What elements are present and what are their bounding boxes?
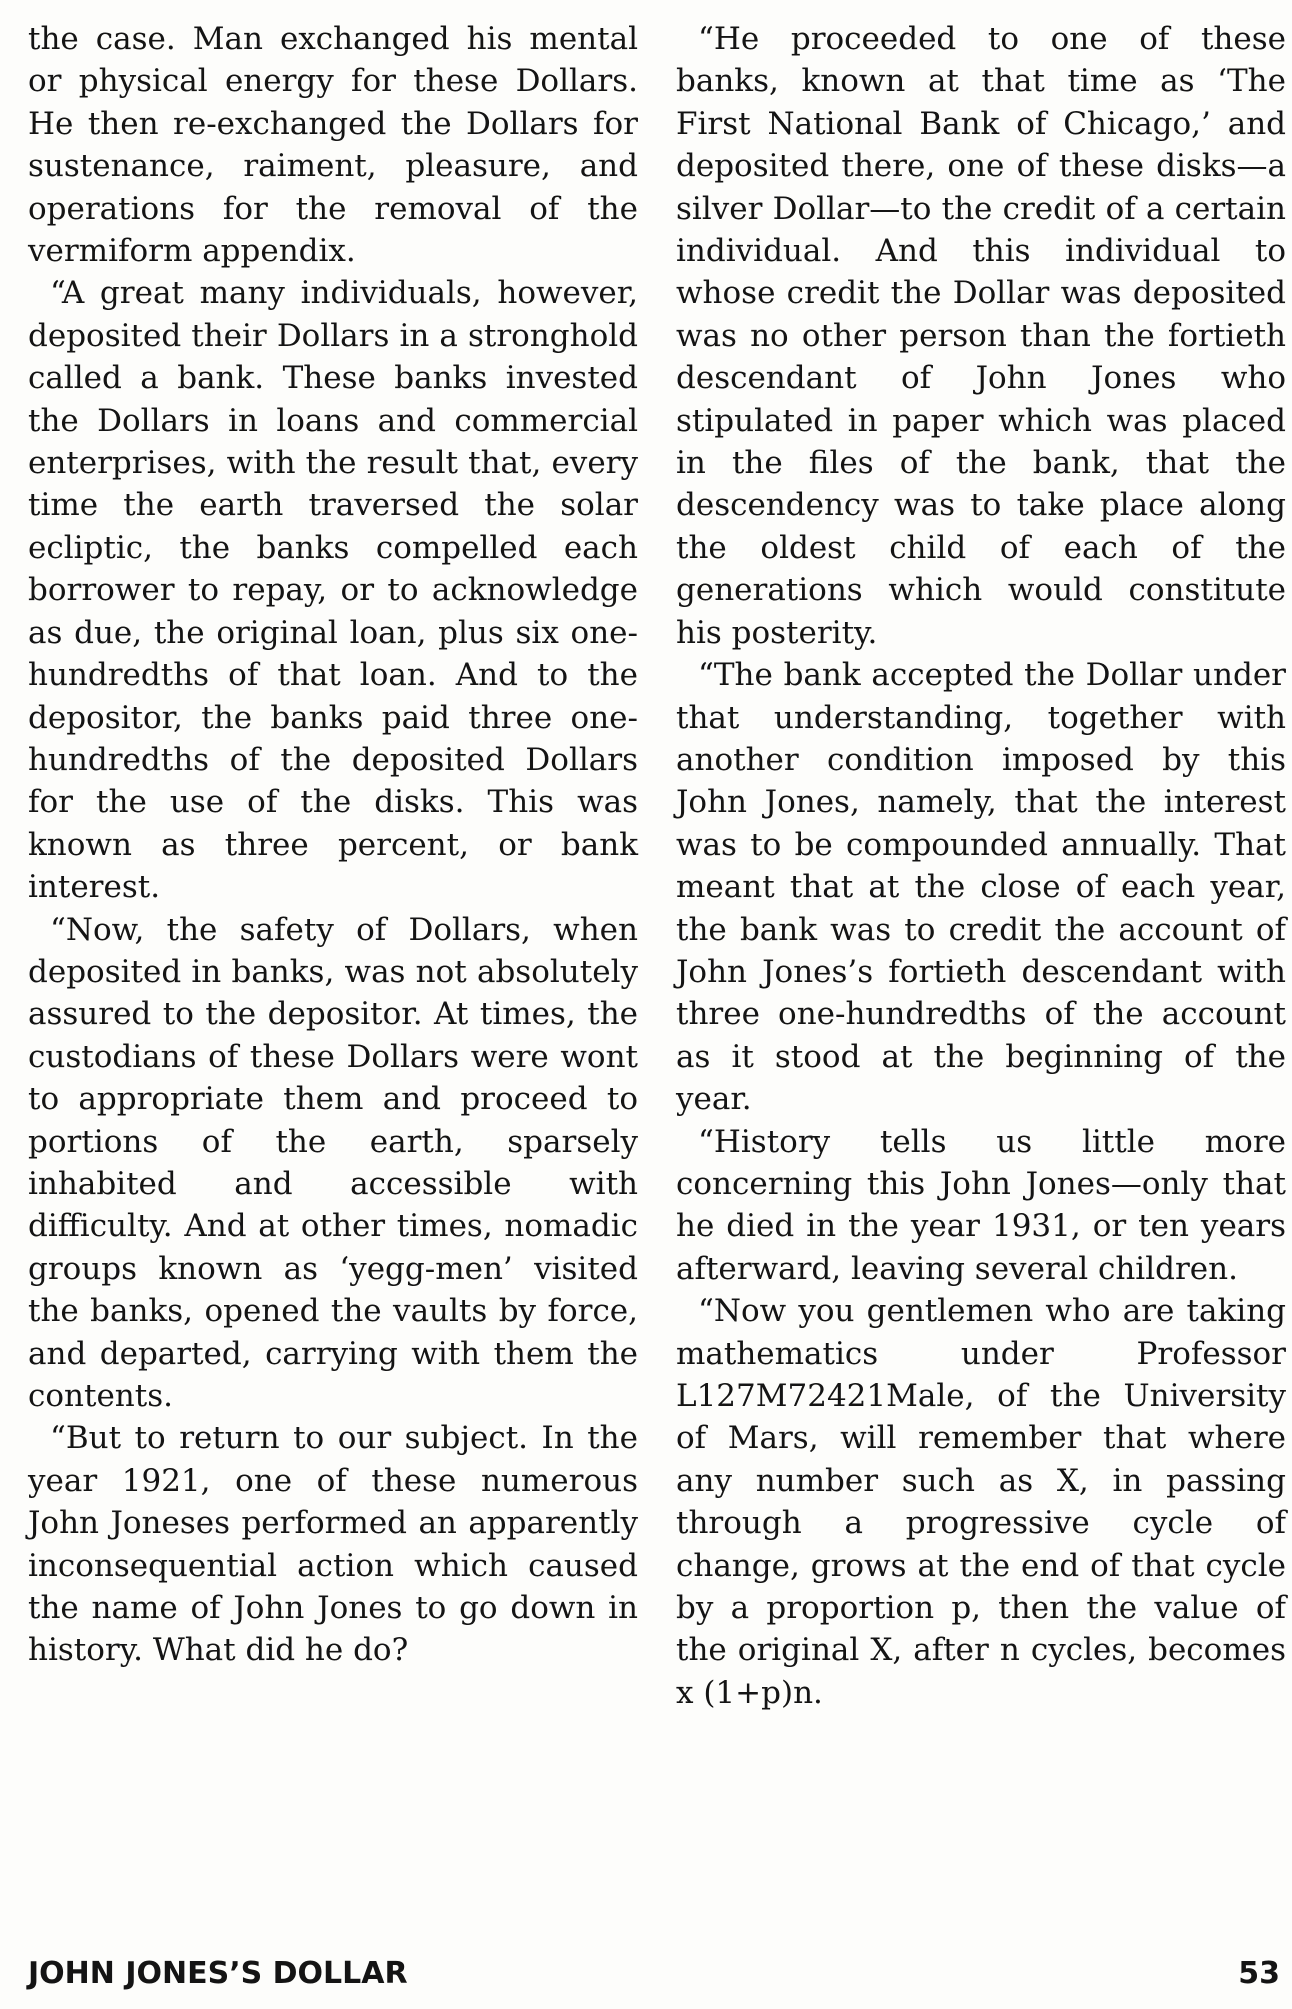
paragraph: “The bank accepted the Dollar under that understanding, together with another condition imposed by this John Jones, namely, that the interest was to be compounded annually. That meant that at the close of each year, the bank was to credit the account of John Jones’s fortieth descendant with three one-hundredths of the account as it stood at the beginning of the year. bbox=[676, 657, 1286, 1118]
page-footer bbox=[28, 1952, 1280, 1996]
page-number: 53 bbox=[1238, 1956, 1280, 1991]
right-column bbox=[676, 18, 1286, 1714]
left-column bbox=[28, 18, 638, 1672]
paragraph: “He proceeded to one of these banks, known at that time as ‘The First National Bank of Chicago,’ and deposited there, one of these disks—a silver Dollar—to the credit of a certain individual. And this individual to whose credit the Dollar was deposited was no other person than the fortieth descendant of John Jones who stipulated in paper which was placed in the files of the bank, that the descendency was to take place along the oldest child of each of the generations which would constitute his posterity. bbox=[676, 21, 1286, 651]
paragraph: the case. Man exchanged his mental or physical energy for these Dollars. He then re-exchanged the Dollars for sustenance, raiment, pleasure, and operations for the removal of the vermiform appendix. bbox=[28, 21, 638, 270]
paragraph: “Now, the safety of Dollars, when deposited in banks, was not absolutely assured to the depositor. At times, the custodians of these Dollars were wont to appropriate them and proceed to portions of the earth, sparsely inhabited and accessible with difficulty. And at other times, nomadic groups known as ‘yegg-men’ visited the banks, opened the vaults by force, and departed, carrying with them the contents. bbox=[28, 911, 638, 1414]
running-title: JOHN JONES’S DOLLAR bbox=[28, 1956, 408, 1991]
paragraph: “History tells us little more concerning this John Jones—only that he died in the year 1931, or ten years afterward, leaving several children. bbox=[676, 1123, 1286, 1287]
paragraph: “But to return to our subject. In the year 1921, one of these numerous John Joneses performed an apparently inconsequential action which caused the name of John Jones to go down in history. What did he do? bbox=[28, 1420, 638, 1669]
paragraph: “Now you gentlemen who are taking mathematics under Professor L127M72421Male, of the University of Mars, will remember that where any number such as X, in passing through a progressive cycle of change, grows at the end of that cycle by a proportion p, then the value of the original X, after n cycles, becomes x (1+p)n. bbox=[676, 1293, 1286, 1711]
paragraph: “A great many individuals, however, deposited their Dollars in a stronghold called a bank. These banks invested the Dollars in loans and commercial enterprises, with the result that, every time the earth traversed the solar ecliptic, the banks compelled each borrower to repay, or to acknowledge as due, the original loan, plus six one-hundredths of that loan. And to the depositor, the banks paid three one-hundredths of the deposited Dollars for the use of the disks. This was known as three percent, or bank interest. bbox=[28, 275, 638, 906]
